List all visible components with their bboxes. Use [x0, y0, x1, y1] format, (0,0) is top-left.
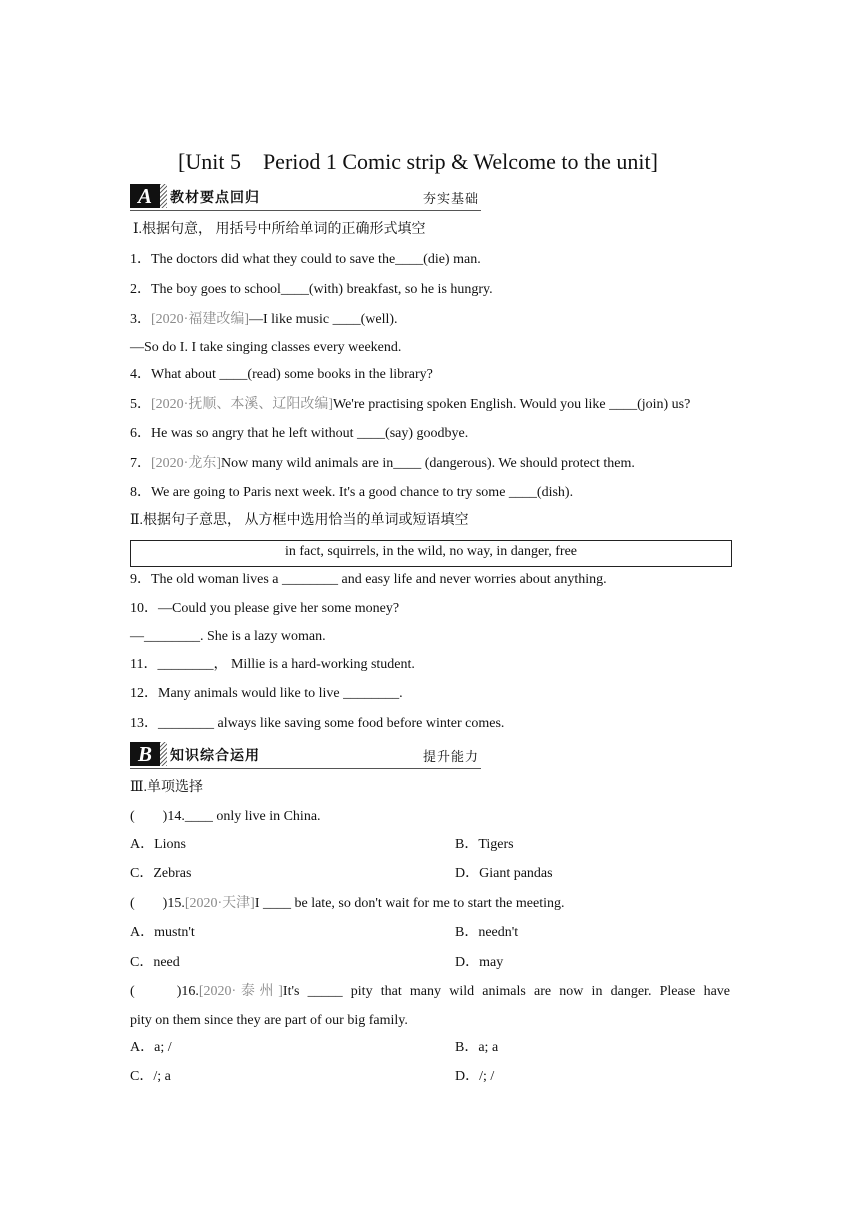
question-text: We're practising spoken English. Would you like ____(join) us?: [333, 397, 691, 412]
question-13: 13．________ always like saving some food before winter comes.: [130, 716, 505, 731]
question-number: 7．: [130, 456, 151, 471]
option-15-c: C．need: [130, 955, 180, 970]
question-9: 9．The old woman lives a ________ and easy life and never worries about anything.: [130, 572, 607, 587]
question-number: 3．: [130, 312, 151, 327]
option-16-c: C．/; a: [130, 1069, 171, 1084]
question-6: 6．He was so angry that he left without ____(say) goodbye.: [130, 426, 469, 441]
question-3: [130, 311, 398, 329]
question-text: Now many wild animals are in____ (dangerous). We should protect them.: [221, 456, 635, 471]
section-a-name: 教材要点回归: [170, 190, 260, 206]
banner-stripe: [160, 742, 167, 766]
banner-rule: [130, 768, 481, 769]
question-source: [2020·抚顺、本溪、辽阳改编]: [151, 397, 333, 412]
question-16: [130, 983, 730, 1001]
section-b-tag: 提升能力: [422, 750, 479, 765]
question-16-continued: pity on them since they are part of our big family.: [130, 1013, 408, 1028]
part3-heading: Ⅲ.单项选择: [130, 780, 204, 795]
option-16-a: A．a; /: [130, 1040, 172, 1055]
question-text: It's _____ pity that many wild animals are now in danger. Please have: [282, 984, 730, 999]
section-a-banner: [130, 183, 481, 211]
question-2: 2．The boy goes to school____(with) breakfast, so he is hungry.: [130, 282, 493, 297]
question-source: [2020·福建改编]: [151, 312, 249, 327]
option-15-a: A．mustn't: [130, 925, 195, 940]
part2-heading: Ⅱ.根据句子意思， 从方框中选用恰当的单词或短语填空: [130, 513, 469, 528]
section-b-badge: B: [130, 742, 160, 766]
page-title: [Unit 5 Period 1 Comic strip & Welcome to the unit]: [178, 149, 658, 174]
question-source: [2020·龙东]: [151, 456, 221, 471]
question-text: —I like music ____(well).: [249, 312, 398, 327]
section-b-name: 知识综合运用: [170, 748, 260, 764]
option-15-d: D．may: [455, 955, 504, 970]
question-4: 4．What about ____(read) some books in the library?: [130, 367, 433, 382]
section-a-tag: 夯实基础: [422, 192, 479, 207]
question-3-reply: —So do I. I take singing classes every weekend.: [130, 340, 402, 355]
section-b-banner: [130, 741, 481, 769]
option-16-d: D．/; /: [455, 1069, 495, 1084]
question-12: 12．Many animals would like to live ________.: [130, 686, 403, 701]
question-8: 8．We are going to Paris next week. It's a good chance to try some ____(dish).: [130, 485, 574, 500]
option-14-b: B．Tigers: [455, 837, 514, 852]
question-number: 5．: [130, 397, 151, 412]
option-14-a: A．Lions: [130, 837, 186, 852]
part1-heading: Ⅰ.根据句意， 用括号中所给单词的正确形式填空: [133, 222, 426, 237]
question-10-reply: —________. She is a lazy woman.: [130, 629, 326, 644]
banner-stripe: [160, 184, 167, 208]
question-text: I ____ be late, so don't wait for me to start the meeting.: [254, 896, 565, 911]
question-5: [130, 396, 690, 414]
question-15: [130, 895, 565, 913]
question-10: 10．—Could you please give her some money?: [130, 601, 400, 616]
option-14-d: D．Giant pandas: [455, 866, 553, 881]
question-source: [2020·天津]: [184, 896, 255, 911]
question-1: 1．The doctors did what they could to save the____(die) man.: [130, 252, 481, 267]
question-number: ( )16.: [130, 984, 199, 999]
question-source: [2020·泰州]: [198, 984, 283, 999]
option-14-c: C．Zebras: [130, 866, 192, 881]
question-14: ( )14.____ only live in China.: [130, 809, 321, 824]
banner-rule: [130, 210, 481, 211]
word-box: in fact, squirrels, in the wild, no way, in danger, free: [130, 540, 732, 567]
question-number: ( )15.: [130, 896, 185, 911]
option-15-b: B．needn't: [455, 925, 519, 940]
section-a-badge: A: [130, 184, 160, 208]
option-16-b: B．a; a: [455, 1040, 499, 1055]
question-11: 11．________， Millie is a hard-working student.: [130, 657, 415, 672]
question-7: [130, 455, 635, 473]
